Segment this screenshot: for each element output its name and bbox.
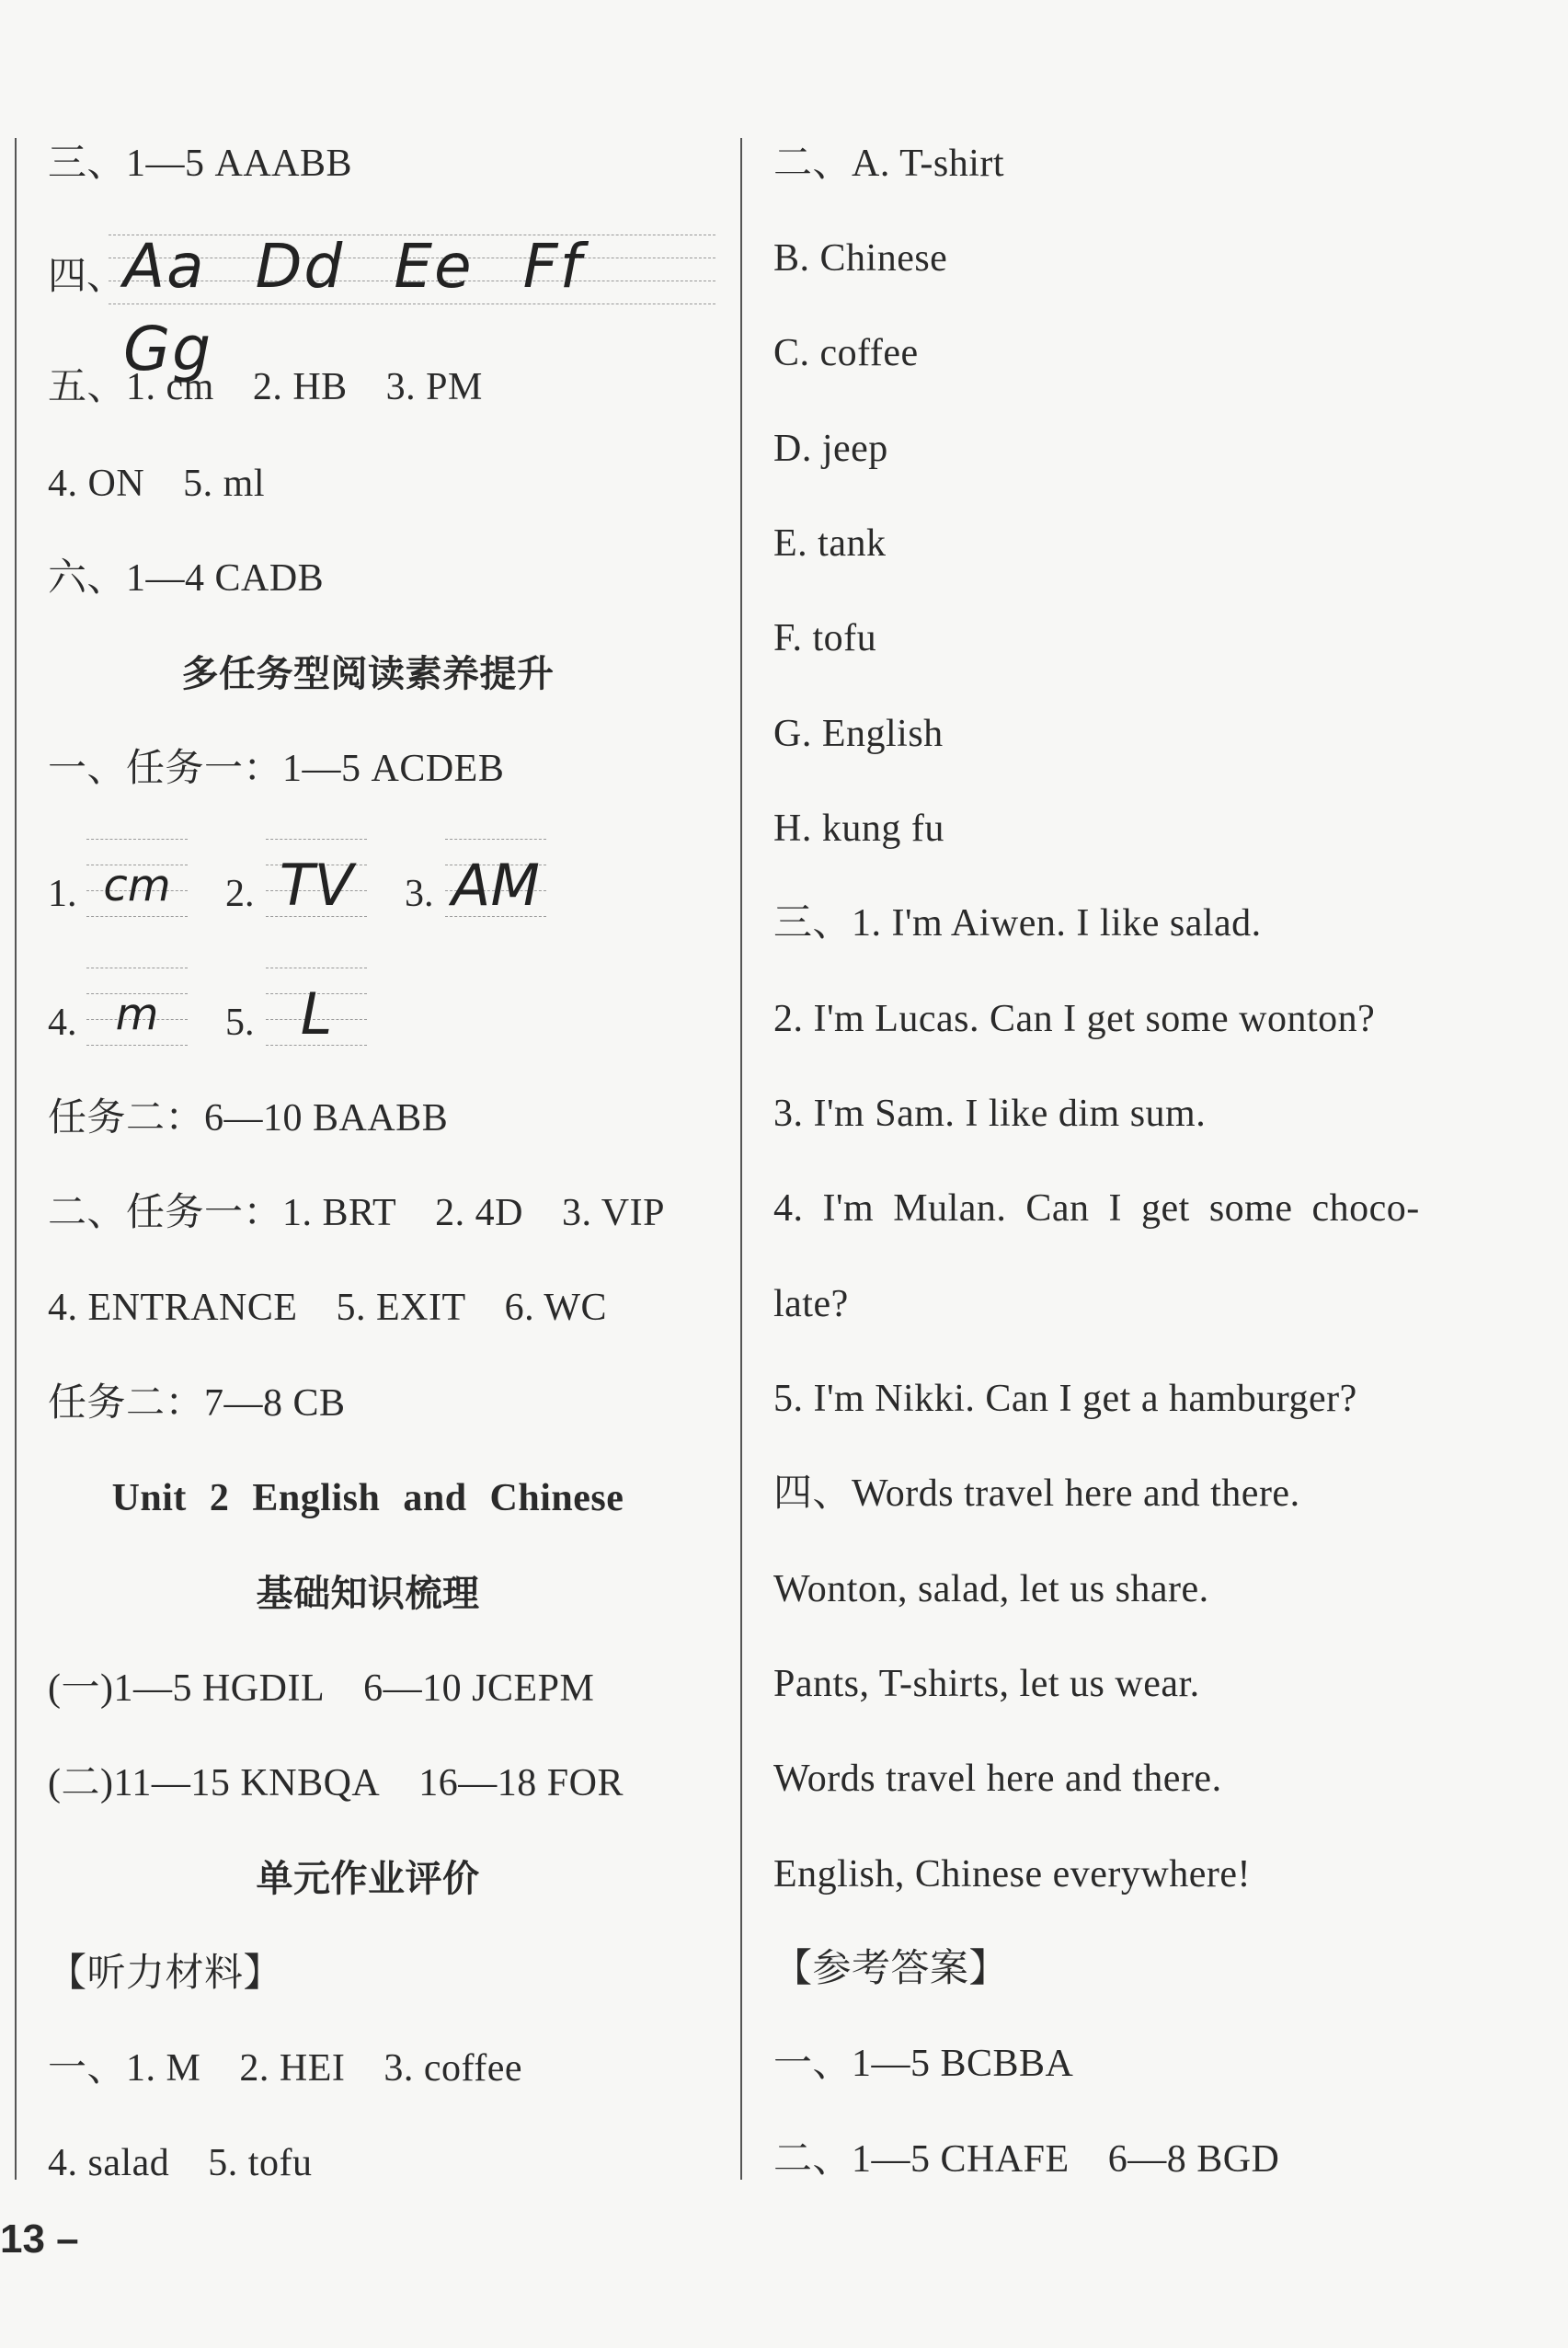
unit-heading: Unit 2 English and Chinese <box>111 1477 624 1519</box>
answer-line: 任务二：6—10 BAABB <box>48 1097 449 1140</box>
blank-number: 3. <box>405 873 434 915</box>
blank-grid <box>86 968 188 1047</box>
answer-item: 一、1. M <box>48 2047 201 2090</box>
handwritten-answer: TV <box>279 852 354 919</box>
blank-number: 5. <box>225 1002 255 1044</box>
handwritten-letter-pair: Ff <box>522 231 583 302</box>
answer-line: 二、A. T-shirt <box>773 143 1005 185</box>
handwriting-prefix: 四、 <box>48 256 126 298</box>
answer-item: 6—10 JCEPM <box>363 1667 595 1710</box>
answer-item: 2. 4D <box>435 1192 524 1234</box>
answer-item: 6. WC <box>504 1287 608 1329</box>
handwritten-letter-pair: Ee <box>394 231 474 302</box>
answer-line: Wonton, salad, let us share. <box>773 1568 1209 1610</box>
answer-line: 三、1. I'm Aiwen. I like salad. <box>773 902 1262 945</box>
page-number: 13 – <box>0 2216 79 2262</box>
answer-line: B. Chinese <box>773 237 948 280</box>
answer-line: Pants, T-shirts, let us wear. <box>773 1663 1200 1705</box>
answer-item: 五、1. cm <box>48 366 214 408</box>
answer-item: (二)11—15 KNBQA <box>48 1762 381 1804</box>
answer-line: D. jeep <box>773 428 888 470</box>
answer-line <box>48 1759 624 1807</box>
answer-item: 3. VIP <box>562 1192 665 1234</box>
answer-item: 4. ON <box>48 463 145 505</box>
answer-line: 【听力材料】 <box>48 1953 283 1995</box>
answer-line: G. English <box>773 713 944 755</box>
answer-item: 2. HB <box>252 366 348 408</box>
handwritten-answer: cm <box>103 860 171 911</box>
answer-line <box>48 1189 665 1237</box>
answer-line <box>773 2136 1279 2183</box>
blank-grid <box>86 839 188 918</box>
answer-line <box>48 2139 312 2187</box>
handwriting-row <box>48 216 673 384</box>
fill-blank-item <box>405 828 552 929</box>
handwritten-letter-pair: Aa <box>123 231 206 302</box>
answer-line: 四、Words travel here and there. <box>773 1472 1300 1515</box>
answer-item: 4. ENTRANCE <box>48 1287 298 1329</box>
answer-line: C. coffee <box>773 332 919 374</box>
handwritten-letter-pair: Dd <box>255 231 345 302</box>
answer-line <box>48 1665 594 1712</box>
handwritten-answer: L <box>300 980 333 1048</box>
answer-line: 任务二：7—8 CB <box>48 1382 346 1425</box>
section-heading: 基础知识梳理 <box>256 1573 480 1615</box>
answer-item: 二、任务一：1. BRT <box>48 1192 397 1234</box>
answer-line: 4. I'm Mulan. Can I get some choco- <box>773 1187 1420 1230</box>
answer-item: 5. EXIT <box>336 1287 466 1329</box>
answer-item: 3. coffee <box>383 2047 522 2090</box>
answer-line: 2. I'm Lucas. Can I get some wonton? <box>773 998 1376 1040</box>
fill-blank-item <box>225 956 372 1058</box>
answer-item: 5. tofu <box>208 2142 313 2184</box>
answer-line <box>48 2044 522 2092</box>
blank-grid <box>266 968 367 1047</box>
blank-number: 2. <box>225 873 255 915</box>
answer-item: 6—8 BGD <box>1107 2138 1280 2181</box>
answer-line: Words travel here and there. <box>773 1758 1222 1800</box>
column-divider <box>740 138 742 2180</box>
answer-line: 一、1—5 BCBBA <box>773 2043 1074 2085</box>
answer-item: 2. HEI <box>239 2047 346 2090</box>
answer-item: 4. salad <box>48 2142 170 2184</box>
answer-item: 二、1—5 CHAFE <box>773 2138 1070 2181</box>
answer-line: 一、任务一：1—5 ACDEB <box>48 748 505 790</box>
answer-line: H. kung fu <box>773 807 944 850</box>
answer-item: 5. ml <box>183 463 266 505</box>
answer-line: 3. I'm Sam. I like dim sum. <box>773 1093 1207 1135</box>
answer-line: 【参考答案】 <box>773 1948 1009 1990</box>
blank-grid <box>266 839 367 918</box>
fill-blank-item <box>48 956 195 1058</box>
handwritten-answer: m <box>115 989 159 1040</box>
blank-number: 4. <box>48 1002 77 1044</box>
answer-line: English, Chinese everywhere! <box>773 1853 1252 1896</box>
answer-line <box>48 1284 607 1332</box>
answer-line <box>48 363 483 411</box>
answer-line: E. tank <box>773 522 887 565</box>
blank-grid <box>445 839 546 918</box>
fill-blank-item <box>48 828 195 929</box>
section-heading: 多任务型阅读素养提升 <box>181 653 555 695</box>
blank-number: 1. <box>48 873 77 915</box>
answer-line: 六、1—4 CADB <box>48 557 325 600</box>
answer-item: 16—18 FOR <box>418 1762 624 1804</box>
answer-line: F. tofu <box>773 617 877 659</box>
fill-blank-item <box>225 828 372 929</box>
answer-line: late? <box>773 1283 849 1325</box>
handwritten-letter-pair: Gg <box>123 314 213 384</box>
handwritten-answer: AM <box>452 852 540 919</box>
section-heading: 单元作业评价 <box>256 1858 480 1900</box>
answer-item: (一)1—5 HGDIL <box>48 1667 326 1710</box>
answer-item: 3. PM <box>385 366 483 408</box>
answer-line: 5. I'm Nikki. Can I get a hamburger? <box>773 1378 1357 1420</box>
answer-line: 三、1—5 AAABB <box>48 143 353 185</box>
answer-line <box>48 460 265 508</box>
